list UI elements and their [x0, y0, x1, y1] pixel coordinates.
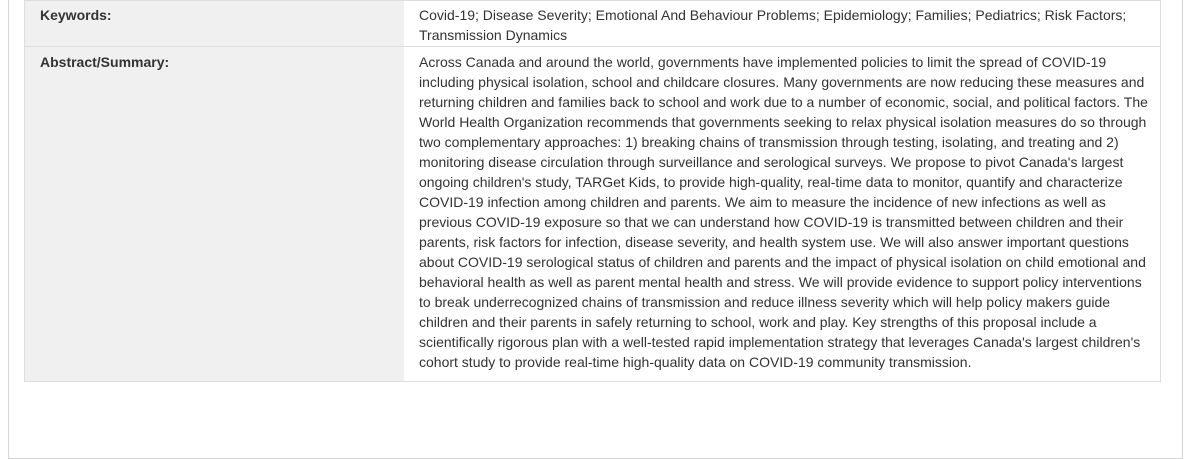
keywords-value: Covid-19; Disease Severity; Emotional And Behaviour Problems; Epidemiology; Families; Pediatrics; Risk Factors; Transmission Dynamics — [419, 7, 1127, 43]
keywords-row — [25, 0, 1160, 46]
abstract-row — [25, 46, 1160, 381]
abstract-label: Abstract/Summary: — [25, 47, 404, 381]
abstract-value: Across Canada and around the world, governments have implemented policies to limit the spread of COVID-19 including physical isolation, school and childcare closures. Many governments are now reducing these measures and returning children and families back to school and work due to a number of economic, social, and political factors. The World Health Organization recommends that governments seeking to relax physical isolation measures do so through two complementary approaches: 1) breaking chains of transmission through testing, isolating, and treating and 2) monitoring disease circulation through surveillance and serological surveys. We propose to pivot Canada's largest ongoing children's study, TARGet Kids, to provide high-quality, real-time data to monitor, quantify and characterize COVID-19 infection among children and parents. We aim to measure the incidence of new infections as well as previous COVID-19 exposure so that we can understand how COVID-19 is transmitted between children and their parents, risk factors for infection, disease severity, and health system use. We will also answer important questions about COVID-19 serological status of children and parents and the impact of physical isolation on child emotional and behavioral health as well as parent mental health and stress. We will provide evidence to support policy interventions to break underrecognized chains of transmission and reduce illness severity which will help policy makers guide children and their parents in safely returning to school, work and play. Key strengths of this proposal include a scientifically rigorous plan with a well-tested rapid implementation strategy that leverages Canada's largest children's cohort study to provide real-time high-quality data on COVID-19 community transmission. — [419, 54, 1148, 370]
keywords-label: Keywords: — [25, 1, 404, 46]
details-table — [24, 0, 1161, 382]
